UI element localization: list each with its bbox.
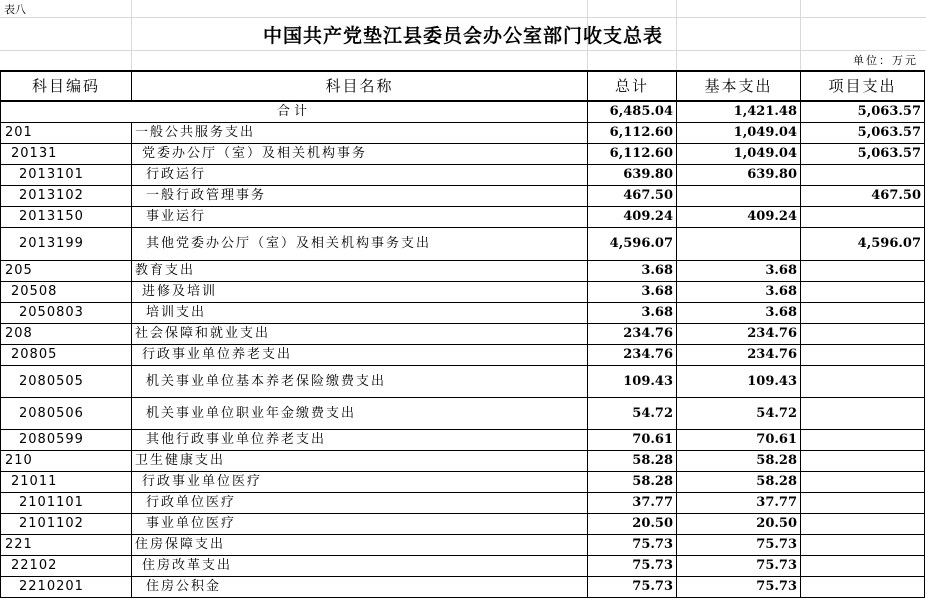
total-cell: 234.76 bbox=[588, 344, 677, 365]
total-cell: 109.43 bbox=[588, 365, 677, 397]
code-cell: 2210201 bbox=[1, 576, 132, 597]
name-cell: 其他党委办公厅（室）及相关机构事务支出 bbox=[132, 227, 588, 260]
name-cell: 教育支出 bbox=[132, 260, 588, 281]
basic-cell: 409.24 bbox=[677, 206, 801, 227]
name-cell: 行政事业单位养老支出 bbox=[132, 344, 588, 365]
header-basic: 基本支出 bbox=[677, 71, 801, 101]
project-cell bbox=[801, 164, 925, 185]
table-row bbox=[1, 365, 925, 397]
name-cell: 党委办公厅（室）及相关机构事务 bbox=[132, 143, 588, 164]
total-cell: 75.73 bbox=[588, 576, 677, 597]
basic-cell: 234.76 bbox=[677, 344, 801, 365]
total-cell: 6,112.60 bbox=[588, 143, 677, 164]
basic-cell: 54.72 bbox=[677, 397, 801, 429]
table-row bbox=[1, 471, 925, 492]
name-cell: 培训支出 bbox=[132, 302, 588, 323]
code-cell: 2013199 bbox=[1, 227, 132, 260]
sheet-tag: 表八 bbox=[4, 3, 26, 16]
header-row bbox=[1, 71, 925, 101]
total-cell: 4,596.07 bbox=[588, 227, 677, 260]
basic-cell: 58.28 bbox=[677, 471, 801, 492]
code-cell: 20508 bbox=[1, 281, 132, 302]
project-cell bbox=[801, 429, 925, 450]
total-cell: 37.77 bbox=[588, 492, 677, 513]
basic-cell: 3.68 bbox=[677, 260, 801, 281]
project-cell bbox=[801, 397, 925, 429]
total-cell: 54.72 bbox=[588, 397, 677, 429]
table-row bbox=[1, 323, 925, 344]
total-cell: 6,485.04 bbox=[588, 101, 677, 122]
table-row bbox=[1, 555, 925, 576]
basic-cell: 75.73 bbox=[677, 576, 801, 597]
code-cell: 2050803 bbox=[1, 302, 132, 323]
project-cell bbox=[801, 471, 925, 492]
table-row bbox=[1, 260, 925, 281]
total-cell: 20.50 bbox=[588, 513, 677, 534]
name-cell: 行政事业单位医疗 bbox=[132, 471, 588, 492]
total-cell: 3.68 bbox=[588, 260, 677, 281]
table-row bbox=[1, 492, 925, 513]
name-cell: 住房公积金 bbox=[132, 576, 588, 597]
total-cell: 3.68 bbox=[588, 302, 677, 323]
total-cell: 75.73 bbox=[588, 555, 677, 576]
table-row bbox=[1, 429, 925, 450]
code-cell: 208 bbox=[1, 323, 132, 344]
unit-label: 单位：万元 bbox=[853, 54, 918, 67]
total-cell: 639.80 bbox=[588, 164, 677, 185]
total-cell: 58.28 bbox=[588, 450, 677, 471]
total-cell: 3.68 bbox=[588, 281, 677, 302]
header-total: 总计 bbox=[588, 71, 677, 101]
table-row bbox=[1, 164, 925, 185]
total-cell: 70.61 bbox=[588, 429, 677, 450]
header-name: 科目名称 bbox=[132, 71, 588, 101]
code-cell: 22102 bbox=[1, 555, 132, 576]
table-row bbox=[1, 513, 925, 534]
project-cell: 5,063.57 bbox=[801, 101, 925, 122]
project-cell bbox=[801, 344, 925, 365]
name-cell: 卫生健康支出 bbox=[132, 450, 588, 471]
project-cell: 5,063.57 bbox=[801, 122, 925, 143]
table-title: 中国共产党垫江县委员会办公室部门收支总表 bbox=[262, 25, 663, 47]
table-row bbox=[1, 534, 925, 555]
basic-cell: 1,421.48 bbox=[677, 101, 801, 122]
basic-cell: 70.61 bbox=[677, 429, 801, 450]
code-cell: 2013102 bbox=[1, 185, 132, 206]
name-cell: 一般公共服务支出 bbox=[132, 122, 588, 143]
name-cell: 社会保障和就业支出 bbox=[132, 323, 588, 344]
basic-cell: 109.43 bbox=[677, 365, 801, 397]
basic-cell: 75.73 bbox=[677, 555, 801, 576]
basic-cell: 3.68 bbox=[677, 302, 801, 323]
name-cell: 其他行政事业单位养老支出 bbox=[132, 429, 588, 450]
code-cell: 21011 bbox=[1, 471, 132, 492]
basic-cell: 639.80 bbox=[677, 164, 801, 185]
name-cell: 行政运行 bbox=[132, 164, 588, 185]
project-cell bbox=[801, 450, 925, 471]
table-body bbox=[1, 101, 925, 597]
total-cell: 58.28 bbox=[588, 471, 677, 492]
table-row bbox=[1, 185, 925, 206]
basic-cell: 3.68 bbox=[677, 281, 801, 302]
total-cell: 75.73 bbox=[588, 534, 677, 555]
total-row bbox=[1, 101, 925, 122]
basic-cell bbox=[677, 227, 801, 260]
table-row bbox=[1, 302, 925, 323]
code-cell: 201 bbox=[1, 122, 132, 143]
project-cell bbox=[801, 513, 925, 534]
code-cell: 2101102 bbox=[1, 513, 132, 534]
project-cell bbox=[801, 365, 925, 397]
header-code: 科目编码 bbox=[1, 71, 132, 101]
table-row bbox=[1, 281, 925, 302]
project-cell bbox=[801, 534, 925, 555]
code-cell: 205 bbox=[1, 260, 132, 281]
basic-cell: 75.73 bbox=[677, 534, 801, 555]
project-cell bbox=[801, 323, 925, 344]
basic-cell: 1,049.04 bbox=[677, 143, 801, 164]
basic-cell: 1,049.04 bbox=[677, 122, 801, 143]
basic-cell: 58.28 bbox=[677, 450, 801, 471]
code-cell: 2101101 bbox=[1, 492, 132, 513]
name-cell: 住房保障支出 bbox=[132, 534, 588, 555]
basic-cell: 20.50 bbox=[677, 513, 801, 534]
total-cell: 409.24 bbox=[588, 206, 677, 227]
name-cell: 住房改革支出 bbox=[132, 555, 588, 576]
name-cell: 事业单位医疗 bbox=[132, 513, 588, 534]
table-row bbox=[1, 450, 925, 471]
table-row bbox=[1, 227, 925, 260]
table-row bbox=[1, 344, 925, 365]
code-cell: 20805 bbox=[1, 344, 132, 365]
project-cell bbox=[801, 576, 925, 597]
project-cell bbox=[801, 206, 925, 227]
code-cell: 20131 bbox=[1, 143, 132, 164]
total-cell: 234.76 bbox=[588, 323, 677, 344]
name-cell: 行政单位医疗 bbox=[132, 492, 588, 513]
header-project: 项目支出 bbox=[801, 71, 925, 101]
basic-cell: 234.76 bbox=[677, 323, 801, 344]
table-row bbox=[1, 143, 925, 164]
code-cell: 221 bbox=[1, 534, 132, 555]
basic-cell bbox=[677, 185, 801, 206]
total-cell: 6,112.60 bbox=[588, 122, 677, 143]
name-cell: 机关事业单位基本养老保险缴费支出 bbox=[132, 365, 588, 397]
code-cell: 2080506 bbox=[1, 397, 132, 429]
total-cell: 467.50 bbox=[588, 185, 677, 206]
name-cell: 进修及培训 bbox=[132, 281, 588, 302]
name-cell: 一般行政管理事务 bbox=[132, 185, 588, 206]
table-row bbox=[1, 397, 925, 429]
project-cell: 4,596.07 bbox=[801, 227, 925, 260]
project-cell bbox=[801, 492, 925, 513]
name-cell: 事业运行 bbox=[132, 206, 588, 227]
code-cell: 2080599 bbox=[1, 429, 132, 450]
project-cell: 5,063.57 bbox=[801, 143, 925, 164]
project-cell bbox=[801, 260, 925, 281]
project-cell bbox=[801, 281, 925, 302]
table-row bbox=[1, 122, 925, 143]
table-row bbox=[1, 206, 925, 227]
table-row bbox=[1, 576, 925, 597]
code-cell: 2080505 bbox=[1, 365, 132, 397]
budget-table bbox=[0, 70, 925, 598]
name-cell: 机关事业单位职业年金缴费支出 bbox=[132, 397, 588, 429]
code-cell: 2013101 bbox=[1, 164, 132, 185]
project-cell: 467.50 bbox=[801, 185, 925, 206]
code-cell: 210 bbox=[1, 450, 132, 471]
code-cell: 2013150 bbox=[1, 206, 132, 227]
project-cell bbox=[801, 555, 925, 576]
basic-cell: 37.77 bbox=[677, 492, 801, 513]
total-label: 合计 bbox=[1, 101, 588, 122]
project-cell bbox=[801, 302, 925, 323]
